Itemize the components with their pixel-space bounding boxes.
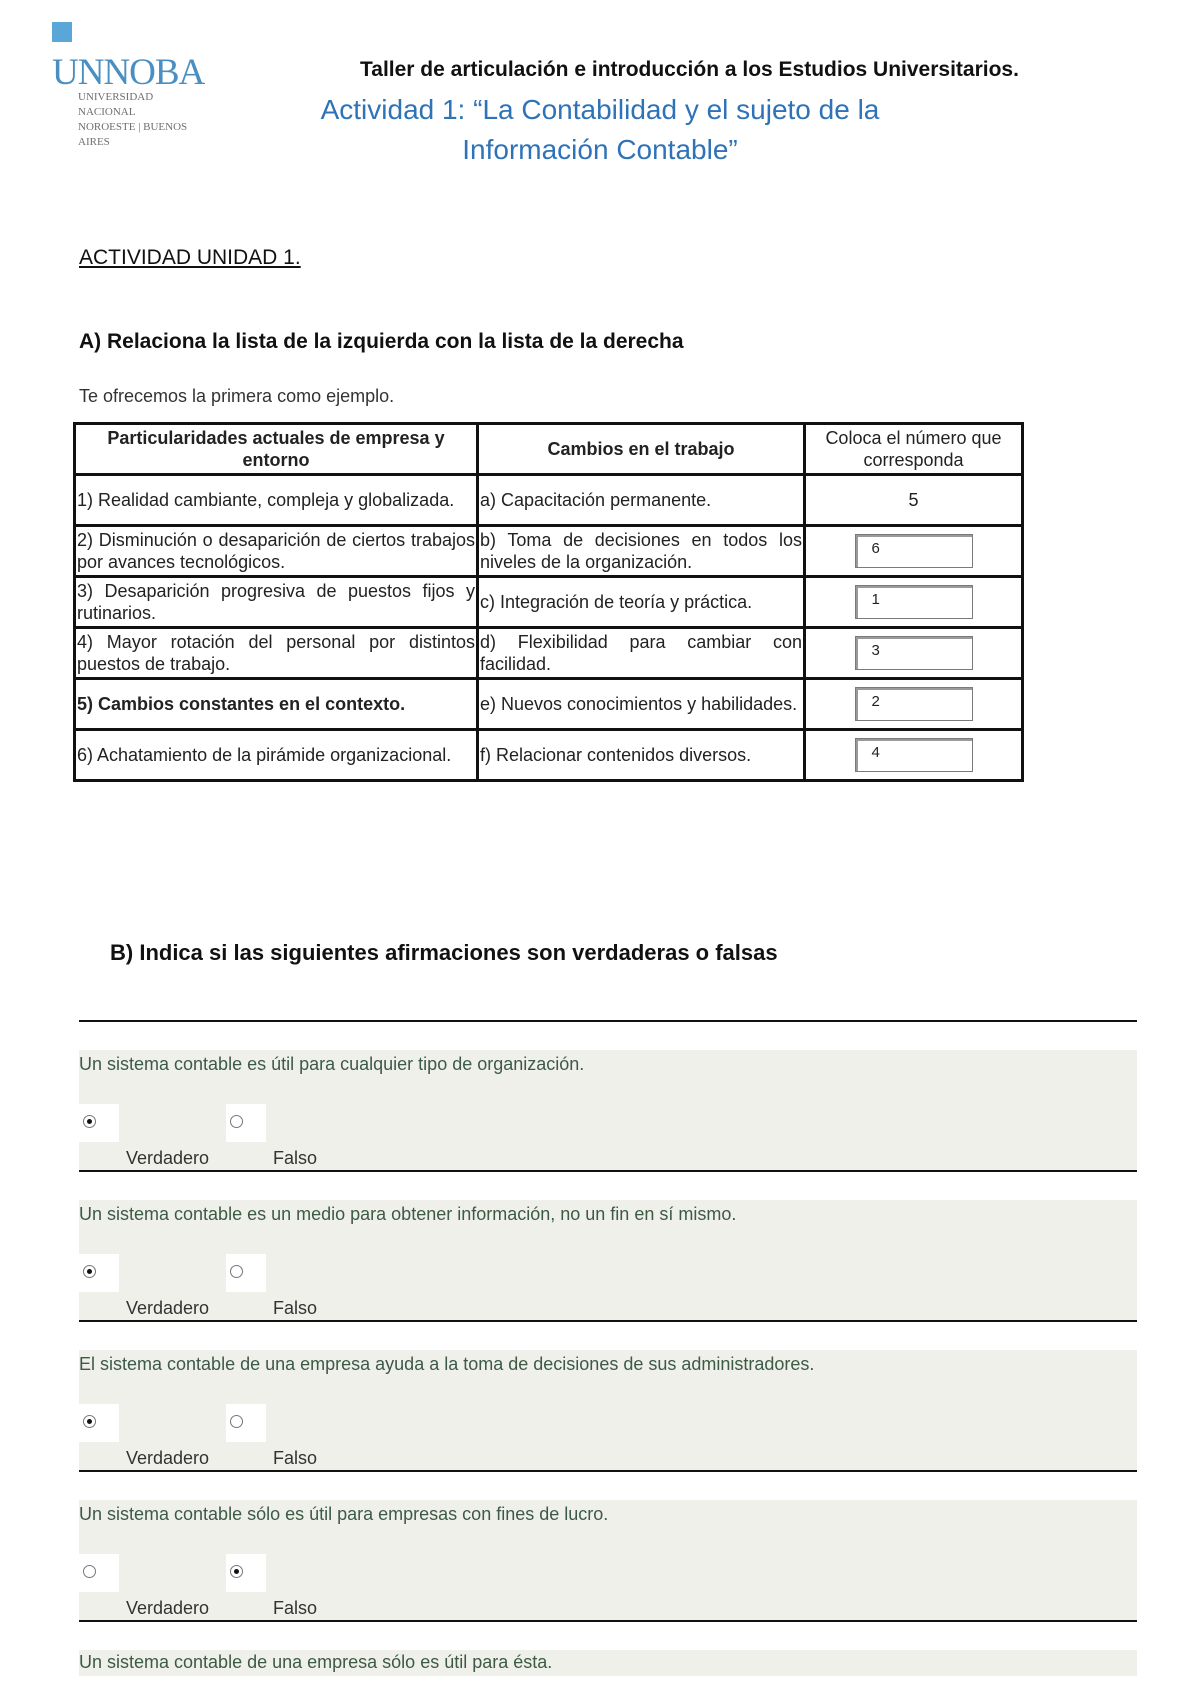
table-row: [75, 577, 1023, 628]
left-item-3: 3) Desaparición progresiva de puestos fijos y rutinarios.: [75, 577, 478, 628]
example-answer-value: 5: [805, 475, 1023, 526]
radio-verdadero[interactable]: [83, 1565, 96, 1578]
question-5: [79, 1650, 1137, 1676]
question-3: [79, 1350, 1137, 1470]
table-row: [75, 526, 1023, 577]
right-item-f: f) Relacionar contenidos diversos.: [478, 730, 805, 781]
radio-falso[interactable]: [230, 1415, 243, 1428]
question-4: [79, 1500, 1137, 1620]
label-falso: Falso: [273, 1448, 318, 1468]
matching-table: [73, 422, 1024, 782]
column-header-cambios: Cambios en el trabajo: [478, 424, 805, 475]
answer-input-f[interactable]: 4: [855, 738, 973, 772]
divider: [79, 1620, 1137, 1622]
right-item-a: a) Capacitación permanente.: [478, 475, 805, 526]
table-row: [75, 475, 1023, 526]
logo-subtitle-2: NOROESTE | BUENOS AIRES: [78, 121, 188, 148]
section-a-intro: Te ofrecemos la primera como ejemplo.: [79, 386, 395, 406]
right-item-d: d) Flexibilidad para cambiar con facilidad.: [478, 628, 805, 679]
left-item-2: 2) Disminución o desaparición de ciertos trabajos por avances tecnológicos.: [75, 526, 478, 577]
radio-verdadero[interactable]: [83, 1415, 96, 1428]
answer-input-d[interactable]: 3: [855, 636, 973, 670]
university-logo: [52, 22, 212, 150]
right-item-e: e) Nuevos conocimientos y habilidades.: [478, 679, 805, 730]
page-title: [300, 90, 900, 170]
question-text: Un sistema contable de una empresa sólo es útil para ésta.: [79, 1652, 553, 1672]
label-verdadero: Verdadero: [126, 1148, 210, 1168]
page-title-line-1: Actividad 1: “La Contabilidad y el sujeto de la: [320, 94, 880, 125]
divider: [79, 1020, 1137, 1022]
logo-name: UNNOBA: [52, 52, 205, 93]
question-2: [79, 1200, 1137, 1320]
label-verdadero: Verdadero: [126, 1448, 210, 1468]
left-item-6: 6) Achatamiento de la pirámide organizacional.: [75, 730, 478, 781]
table-row: [75, 730, 1023, 781]
question-text: Un sistema contable es útil para cualquier tipo de organización.: [79, 1054, 585, 1074]
divider: [79, 1170, 1137, 1172]
left-item-1: 1) Realidad cambiante, compleja y globalizada.: [75, 475, 478, 526]
question-text: El sistema contable de una empresa ayuda a la toma de decisiones de sus administradores.: [79, 1354, 815, 1374]
right-item-b: b) Toma de decisiones en todos los niveles de la organización.: [478, 526, 805, 577]
divider: [79, 1320, 1137, 1322]
radio-verdadero[interactable]: [83, 1265, 96, 1278]
table-row: [75, 628, 1023, 679]
radio-falso[interactable]: [230, 1115, 243, 1128]
table-header-row: [75, 424, 1023, 475]
radio-falso[interactable]: [230, 1265, 243, 1278]
answer-input-b[interactable]: 6: [855, 534, 973, 568]
label-falso: Falso: [273, 1298, 318, 1318]
label-falso: Falso: [273, 1148, 318, 1168]
label-falso: Falso: [273, 1598, 318, 1618]
section-b-heading: B) Indica si las siguientes afirmaciones son verdaderas o falsas: [110, 940, 778, 965]
unit-heading: ACTIVIDAD UNIDAD 1.: [79, 246, 301, 269]
divider: [79, 1470, 1137, 1472]
left-item-5: 5) Cambios constantes en el contexto.: [75, 679, 478, 730]
page-title-line-2: Información Contable”: [462, 134, 738, 165]
column-header-particularidades: Particularidades actuales de empresa y entorno: [75, 424, 478, 475]
column-header-numero: Coloca el número que corresponda: [805, 424, 1023, 475]
question-text: Un sistema contable sólo es útil para empresas con fines de lucro.: [79, 1504, 609, 1524]
logo-subtitle-1: UNIVERSIDAD NACIONAL: [78, 91, 154, 118]
left-item-4: 4) Mayor rotación del personal por distintos puestos de trabajo.: [75, 628, 478, 679]
label-verdadero: Verdadero: [126, 1598, 210, 1618]
radio-falso[interactable]: [230, 1565, 243, 1578]
workshop-subtitle: Taller de articulación e introducción a los Estudios Universitarios.: [360, 58, 1019, 81]
radio-verdadero[interactable]: [83, 1115, 96, 1128]
answer-input-e[interactable]: 2: [855, 687, 973, 721]
label-verdadero: Verdadero: [126, 1298, 210, 1318]
answer-input-c[interactable]: 1: [855, 585, 973, 619]
right-item-c: c) Integración de teoría y práctica.: [478, 577, 805, 628]
question-text: Un sistema contable es un medio para obtener información, no un fin en sí mismo.: [79, 1204, 737, 1224]
table-row: [75, 679, 1023, 730]
question-1: [79, 1050, 1137, 1170]
logo-square-icon: [52, 22, 72, 42]
section-a-heading: A) Relaciona la lista de la izquierda con la lista de la derecha: [79, 330, 684, 353]
